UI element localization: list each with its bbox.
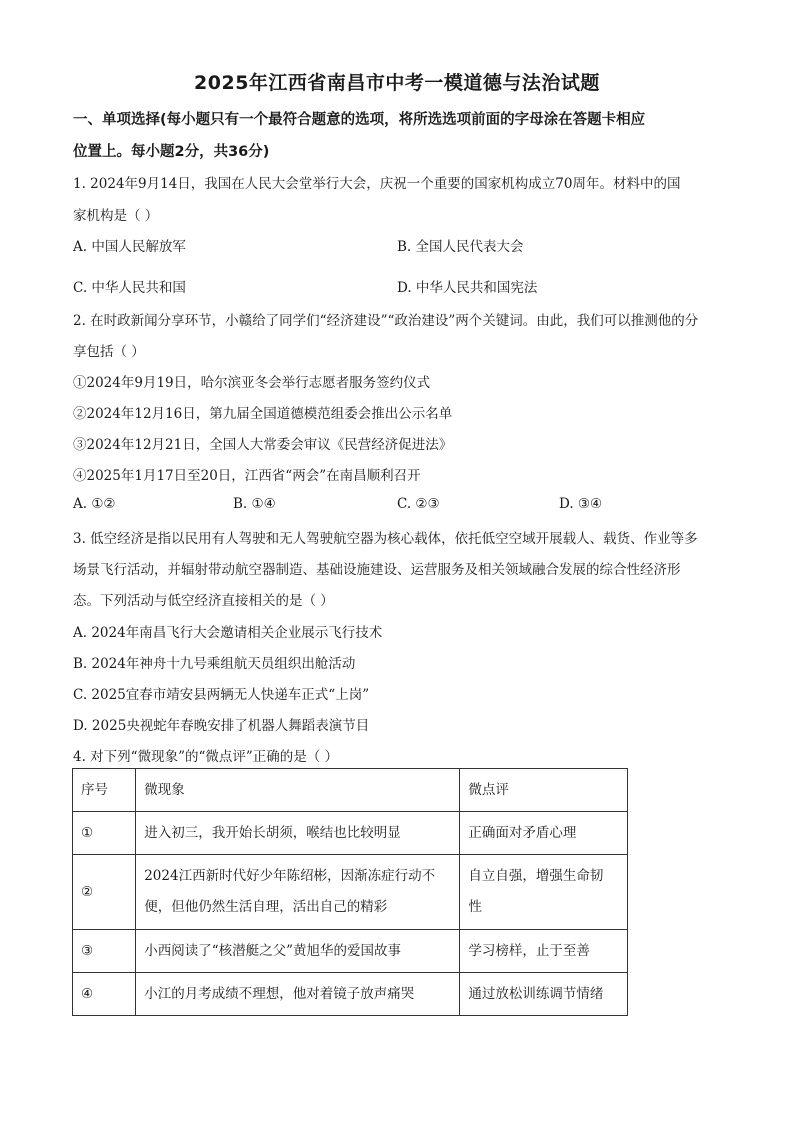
table-row xyxy=(73,973,628,1016)
row-number: ② xyxy=(73,855,136,930)
q2-option-a: A. ①② xyxy=(73,496,116,512)
row-comment: 通过放松训练调节情绪 xyxy=(460,973,628,1016)
q3-option-a: A. 2024年南昌飞行大会邀请相关企业展示飞行技术 xyxy=(73,625,383,641)
q2-stem-line1: 2. 在时政新闻分享环节，小赣给了同学们“经济建设”“政治建设”两个关键词。由此，我们可以推测他的分 xyxy=(73,313,699,329)
section-heading-line2: 位置上。每小题2分，共36分) xyxy=(73,144,270,160)
row-number: ① xyxy=(73,812,136,855)
row-phenomenon: 进入初三，我开始长胡须，喉结也比较明显 xyxy=(136,812,460,855)
q4-stem: 4. 对下列“微现象”的“微点评”正确的是（ ） xyxy=(73,749,339,765)
row-number: ④ xyxy=(73,973,136,1016)
q3-option-b: B. 2024年神舟十九号乘组航天员组织出舱活动 xyxy=(73,656,356,672)
table-row xyxy=(73,930,628,973)
row-phenomenon-line2: 便，但他仍然生活自理，活出自己的精彩 xyxy=(144,899,388,915)
row-phenomenon-line1: 2024江西新时代好少年陈绍彬，因渐冻症行动不 xyxy=(144,868,436,884)
q3-option-c: C. 2025宜春市靖安县两辆无人快递车正式“上岗” xyxy=(73,687,370,703)
header-cell-comment: 微点评 xyxy=(460,769,628,812)
q2-option-c: C. ②③ xyxy=(397,496,440,512)
q4-table xyxy=(72,768,628,1016)
row-comment-line2: 性 xyxy=(468,899,482,915)
q2-item-4: ④2025年1月17日至20日，江西省“两会”在南昌顺利召开 xyxy=(73,468,421,484)
header-cell-phenomenon: 微现象 xyxy=(136,769,460,812)
row-comment: 正确面对矛盾心理 xyxy=(460,812,628,855)
q3-stem-line1: 3. 低空经济是指以民用有人驾驶和无人驾驶航空器为核心载体，依托低空空域开展载人、载货、作业等多 xyxy=(73,531,698,547)
page-title: 2025年江西省南昌市中考一模道德与法治试题 xyxy=(194,72,600,94)
row-comment-multiline xyxy=(460,855,628,930)
q2-option-b: B. ①④ xyxy=(233,496,276,512)
q2-stem-line2: 享包括（ ） xyxy=(73,344,145,360)
header-cell-number: 序号 xyxy=(73,769,136,812)
q1-stem-line2: 家机构是（ ） xyxy=(73,208,159,224)
row-phenomenon-multiline xyxy=(136,855,460,930)
q1-option-d: D. 中华人民共和国宪法 xyxy=(397,280,538,296)
row-comment: 学习榜样，止于至善 xyxy=(460,930,628,973)
q1-option-a: A. 中国人民解放军 xyxy=(73,239,186,255)
q3-stem-line3: 态。下列活动与低空经济直接相关的是（ ） xyxy=(73,593,334,609)
q2-item-2: ②2024年12月16日，第九届全国道德模范组委会推出公示名单 xyxy=(73,406,453,422)
q1-option-b: B. 全国人民代表大会 xyxy=(397,239,524,255)
row-number: ③ xyxy=(73,930,136,973)
section-heading-line1: 一、单项选择(每小题只有一个最符合题意的选项，将所选选项前面的字母涂在答题卡相应 xyxy=(73,112,646,128)
q1-option-c: C. 中华人民共和国 xyxy=(73,280,186,296)
q3-option-d: D. 2025央视蛇年春晚安排了机器人舞蹈表演节目 xyxy=(73,718,370,734)
q2-item-3: ③2024年12月21日，全国人大常委会审议《民营经济促进法》 xyxy=(73,437,453,453)
q2-option-d: D. ③④ xyxy=(559,496,603,512)
table-header-row xyxy=(73,769,628,812)
row-comment-line1: 自立自强，增强生命韧 xyxy=(468,868,604,884)
q3-stem-line2: 场景飞行活动，并辐射带动航空器制造、基础设施建设、运营服务及相关领域融合发展的综合性经济形 xyxy=(73,562,681,578)
table-row xyxy=(73,812,628,855)
q1-stem-line1: 1. 2024年9月14日，我国在人民大会堂举行大会，庆祝一个重要的国家机构成立70周年。材料中的国 xyxy=(73,176,681,192)
row-phenomenon: 小江的月考成绩不理想，他对着镜子放声痛哭 xyxy=(136,973,460,1016)
row-phenomenon: 小西阅读了“核潜艇之父”黄旭华的爱国故事 xyxy=(136,930,460,973)
table-row xyxy=(73,855,628,930)
q2-item-1: ①2024年9月19日，哈尔滨亚冬会举行志愿者服务签约仪式 xyxy=(73,375,431,391)
